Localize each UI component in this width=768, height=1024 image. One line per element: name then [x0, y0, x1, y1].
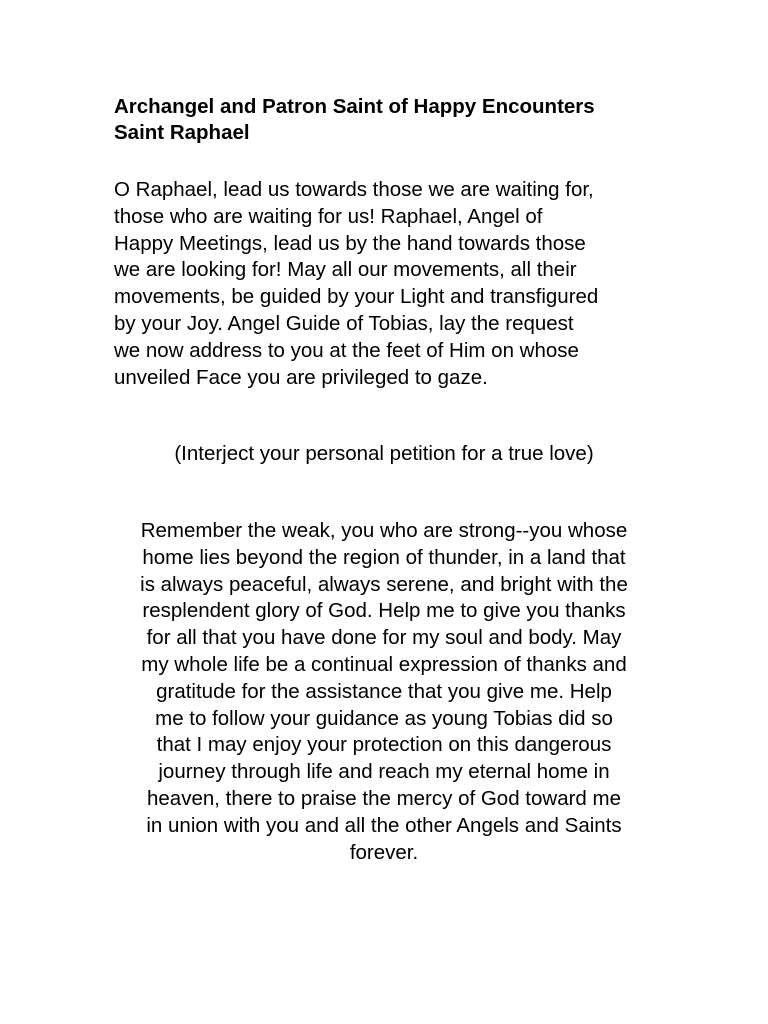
title-line: Saint Raphael: [114, 121, 250, 144]
paragraph-line: gratitude for the assistance that you give me. Help: [156, 679, 612, 703]
paragraph-line: Remember the weak, you who are strong--you whose: [140, 519, 628, 542]
paragraph-line: resplendent glory of God. Help me to give you thanks: [142, 599, 626, 623]
closing-prayer-paragraph: [0, 518, 768, 866]
paragraph-line: in union with you and all the other Angels and Saints: [146, 813, 622, 837]
title-line: Archangel and Patron Saint of Happy Encounters: [114, 95, 595, 118]
paragraph-line: we now address to you at the feet of Him on whose: [114, 338, 579, 362]
paragraph-line: for all that you have done for my soul and body. May: [146, 626, 622, 650]
paragraph-line: those who are waiting for us! Raphael, Angel of: [114, 204, 543, 228]
paragraph-line: heaven, there to praise the mercy of God toward me: [146, 786, 622, 810]
paragraph-line: unveiled Face you are privileged to gaze.: [114, 365, 488, 389]
paragraph-line: movements, be guided by your Light and transfigured: [114, 285, 599, 309]
paragraph-line: we are looking for! May all our movements, all their: [114, 258, 577, 282]
opening-prayer-paragraph: [114, 177, 674, 391]
paragraph-line: is always peaceful, always serene, and bright with the: [140, 572, 628, 596]
prayer-title: [114, 94, 674, 146]
paragraph-line: home lies beyond the region of thunder, in a land that: [142, 545, 626, 569]
paragraph-line: journey through life and reach my eternal home in: [158, 760, 610, 784]
paragraph-line: Happy Meetings, lead us by the hand towards those: [114, 231, 586, 255]
paragraph-line: me to follow your guidance as young Tobias did so: [155, 706, 613, 730]
paragraph-line: by your Joy. Angel Guide of Tobias, lay the request: [114, 311, 574, 335]
paragraph-line: that I may enjoy your protection on this dangerous: [156, 733, 612, 757]
paragraph-line: my whole life be a continual expression of thanks and: [141, 652, 627, 676]
petition-instruction: (Interject your personal petition for a true love): [174, 442, 594, 465]
paragraph-line: forever.: [349, 840, 419, 864]
paragraph-line: O Raphael, lead us towards those we are waiting for,: [114, 178, 594, 201]
